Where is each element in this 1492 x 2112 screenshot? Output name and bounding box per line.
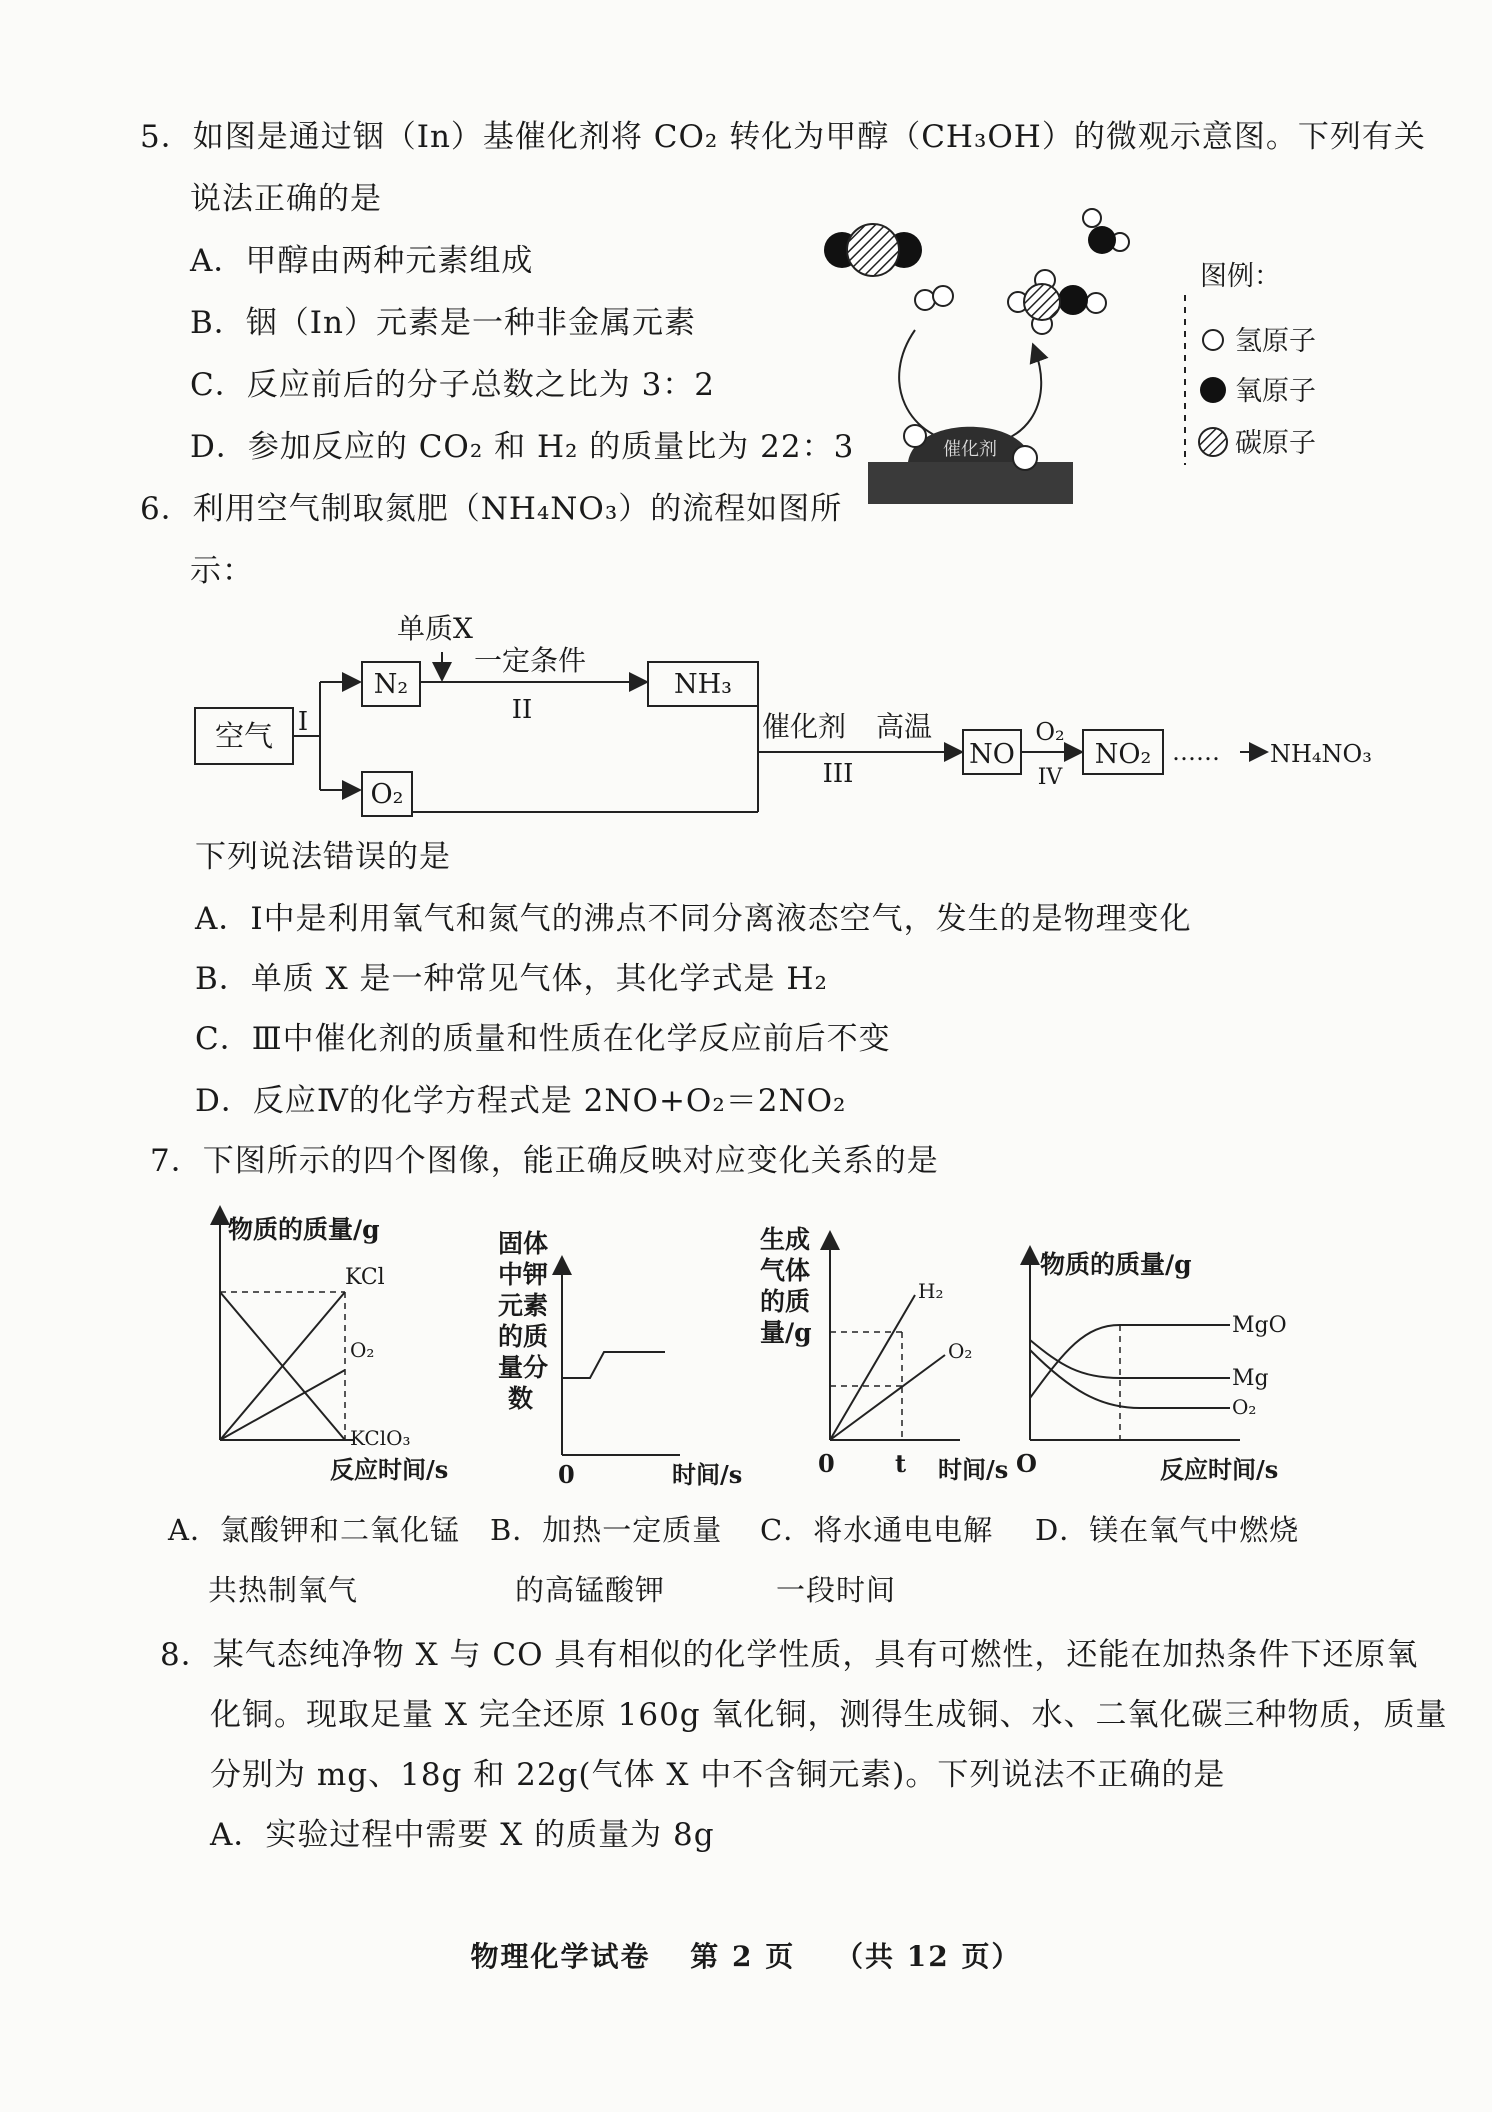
flow-o2: O₂ (370, 779, 404, 810)
graph-a-ylabel: 物质的质量/g (228, 1215, 380, 1244)
flow-o2-reagent: O₂ (1035, 718, 1065, 746)
page-footer (0, 1935, 1492, 1975)
h2-molecule (915, 286, 953, 310)
q7-caption-b1: B．加热一定质量 (490, 1513, 723, 1547)
graph-c-origin: 0 (818, 1449, 835, 1478)
q6-stem-line2: 示： (190, 553, 254, 589)
q6-option-b: B．单质 X 是一种常见气体，其化学式是 H₂ (195, 961, 828, 997)
methanol-molecule (1008, 270, 1106, 334)
flow-condition: 一定条件 (473, 644, 587, 677)
catalyst-label: 催化剂 (943, 439, 997, 460)
q5-option-c: C．反应前后的分子总数之比为 3：2 (190, 367, 716, 403)
h2o-molecule (1083, 209, 1129, 254)
graph-c-xlabel: 时间/s (938, 1455, 1009, 1484)
q7-graphs (0, 1200, 1492, 1500)
legend-hydrogen: 氢原子 (1235, 326, 1316, 357)
q5-stem-line1: 5．如图是通过铟（In）基催化剂将 CO₂ 转化为甲醇（CH₃OH）的微观示意图。下列有关 (140, 119, 1426, 155)
graph-a-label-o2: O₂ (350, 1338, 375, 1362)
series-potassium-fraction (562, 1352, 665, 1378)
q8-line3: 分别为 mg、18g 和 22g(气体 X 中不含铜元素)。下列说法不正确的是 (210, 1757, 1226, 1793)
graph-b-xlabel: 时间/s (672, 1460, 743, 1489)
legend-oxygen: 氧原子 (1235, 376, 1316, 407)
q7-caption-d1: D．镁在氧气中燃烧 (1035, 1513, 1300, 1547)
co2-molecule (824, 224, 922, 276)
q6-flow-diagram (0, 600, 1492, 840)
graph-b-ylabel-3: 元素 (498, 1291, 549, 1320)
flow-step2: II (511, 695, 533, 725)
flow-step4: IV (1037, 765, 1063, 790)
q6-stem-line1: 6．利用空气制取氮肥（NH₄NO₃）的流程如图所 (140, 491, 843, 527)
flow-step1: I (297, 707, 309, 737)
series-o2 (220, 1370, 345, 1440)
graph-b-ylabel-2: 中钾 (498, 1260, 549, 1289)
q5-option-d: D．参加反应的 CO₂ 和 H₂ 的质量比为 22：3 (190, 429, 855, 465)
q5-stem-line2: 说法正确的是 (190, 181, 382, 217)
legend-carbon: 碳原子 (1235, 428, 1316, 459)
graph-a-label-kcl: KCl (345, 1265, 385, 1290)
footer-page: 第 2 页 (690, 1940, 796, 1973)
flow-x: 单质X (397, 612, 473, 645)
flow-no2: NO₂ (1094, 739, 1152, 770)
q7-stem: 7．下图所示的四个图像，能正确反映对应变化关系的是 (150, 1143, 939, 1179)
legend-title: 图例： (1200, 261, 1281, 292)
q6-option-a: A．Ⅰ中是利用氧气和氮气的沸点不同分离液态空气，发生的是物理变化 (195, 901, 1192, 937)
flow-no: NO (969, 739, 1015, 770)
q7-caption-c2: 一段时间 (776, 1573, 897, 1607)
catalyst-block (868, 425, 1073, 504)
q5-option-b: B．铟（In）元素是一种非金属元素 (190, 305, 696, 341)
flow-n2: N₂ (373, 669, 409, 700)
graph-b-origin: 0 (558, 1460, 575, 1489)
graph-d-xlabel: 反应时间/s (1160, 1455, 1279, 1484)
graph-b-ylabel-1: 固体 (498, 1229, 549, 1258)
q7-caption-c1: C．将水通电电解 (760, 1513, 994, 1547)
q5-legend (1185, 261, 1316, 465)
q6-option-c: C．Ⅲ中催化剂的质量和性质在化学反应前后不变 (195, 1021, 891, 1057)
flow-nh3: NH₃ (674, 669, 732, 700)
flow-hightemp: 高温 (876, 710, 933, 743)
graph-d-label-mgo: MgO (1232, 1313, 1287, 1338)
graph-d-origin: O (1016, 1449, 1037, 1478)
q8-line2: 化铜。现取足量 X 完全还原 160g 氧化铜，测得生成铜、水、二氧化碳三种物质，质量 (210, 1697, 1448, 1733)
graph-c-label-h2: H₂ (918, 1279, 944, 1303)
flow-step3: III (822, 759, 854, 789)
flow-dots: …… (1172, 738, 1220, 766)
q7-caption-a2: 共热制氧气 (208, 1573, 359, 1607)
series-o2 (830, 1355, 945, 1440)
flow-catalyst: 催化剂 (762, 710, 847, 743)
graph-a (220, 1215, 448, 1484)
footer-total: （共 12 页） (835, 1940, 1022, 1973)
footer-subject: 物理化学试卷 (470, 1940, 651, 1973)
graph-c-label-o2: O₂ (948, 1339, 973, 1363)
graph-b-ylabel-5: 量分 (498, 1353, 549, 1382)
flow-product: NH₄NO₃ (1270, 740, 1372, 768)
graph-d-label-mg: Mg (1232, 1366, 1269, 1391)
q5-option-a: A．甲醇由两种元素组成 (190, 243, 534, 279)
graph-d-ylabel: 物质的质量/g (1040, 1250, 1192, 1279)
graph-c (760, 1225, 1008, 1484)
flow-air: 空气 (214, 719, 274, 753)
graph-d (1016, 1250, 1287, 1484)
graph-c-ylabel-3: 的质 (760, 1287, 811, 1316)
graph-b (498, 1229, 742, 1489)
q7-caption-a1: A．氯酸钾和二氧化锰 (168, 1513, 460, 1547)
q8-line1: 8．某气态纯净物 X 与 CO 具有相似的化学性质，具有可燃性，还能在加热条件下还原氧 (160, 1637, 1419, 1673)
graph-c-ylabel-1: 生成 (760, 1225, 811, 1254)
graph-a-label-kclo3: KClO₃ (350, 1426, 411, 1450)
q8-option-a: A．实验过程中需要 X 的质量为 8g (210, 1817, 715, 1853)
q7-caption-b2: 的高锰酸钾 (515, 1573, 666, 1607)
q5-molecule-diagram (820, 200, 1400, 510)
q6-option-d: D．反应Ⅳ的化学方程式是 2NO+O₂＝2NO₂ (195, 1083, 847, 1119)
graph-d-label-o2: O₂ (1232, 1395, 1257, 1419)
graph-c-ylabel-4: 量/g (760, 1318, 812, 1347)
graph-c-t: t (895, 1449, 907, 1478)
graph-b-ylabel-4: 的质 (498, 1322, 549, 1351)
q6-question: 下列说法错误的是 (195, 839, 451, 875)
graph-c-ylabel-2: 气体 (760, 1256, 811, 1285)
graph-a-xlabel: 反应时间/s (330, 1455, 449, 1484)
graph-b-ylabel-6: 数 (508, 1384, 534, 1413)
